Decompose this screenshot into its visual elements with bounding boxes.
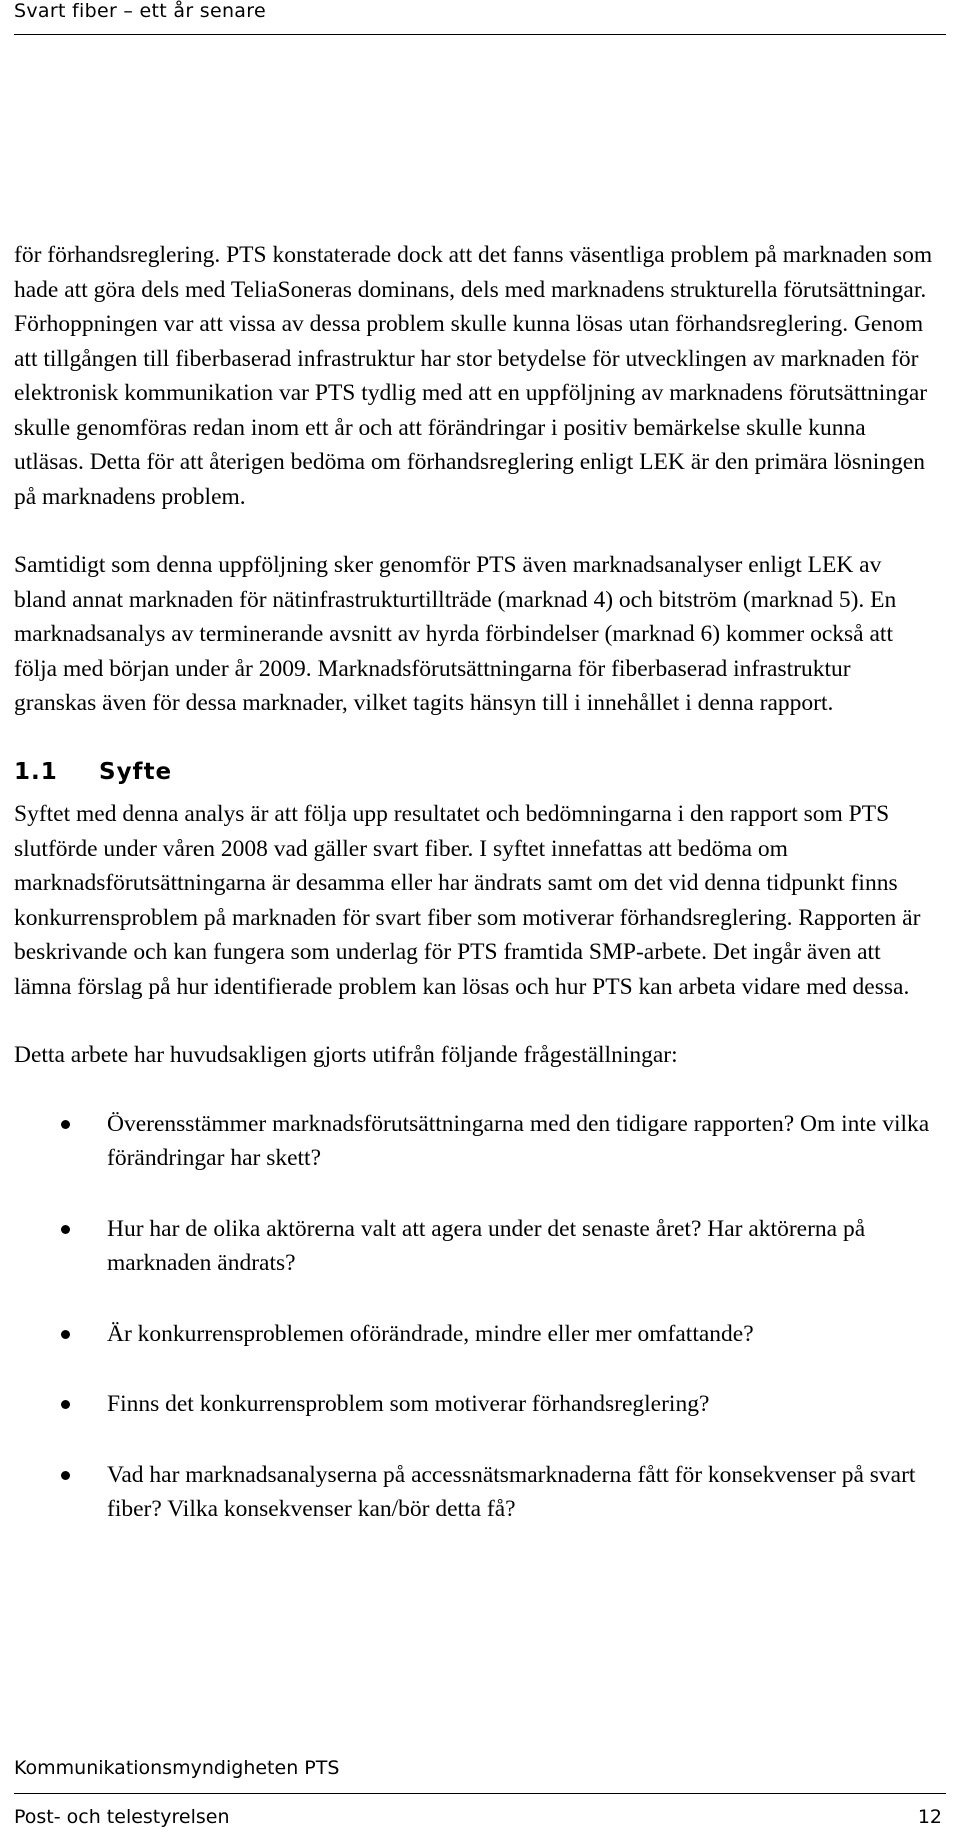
question-list (14, 1107, 934, 1527)
section-heading (14, 755, 934, 790)
body-paragraph: Samtidigt som denna uppföljning sker genomför PTS även marknadsanalyser enligt LEK av bland annat marknaden för nätinfrastrukturtillträde (marknad 4) och bitström (marknad 5). En marknadsanalys av terminerande avsnitt av hyrda förbindelser (marknad 6) kommer också att följa med början under år 2009. Marknadsförutsättningarna för fiberbaserad infrastruktur granskas även för dessa marknader, vilket tagits hänsyn till i innehållet i denna rapport. (14, 552, 897, 716)
bullet-icon (61, 1330, 70, 1339)
list-item (14, 1107, 934, 1176)
list-item (14, 1212, 934, 1281)
list-item-text: Finns det konkurrensproblem som motiverar förhandsreglering? (107, 1391, 710, 1417)
footer-divider (14, 1793, 946, 1794)
section-number: 1.1 (14, 758, 58, 785)
body-paragraph: för förhandsreglering. PTS konstaterade dock att det fanns väsentliga problem på marknaden som hade att göra dels med TeliaSoneras dominans, dels med marknadens strukturella förutsättningar. Förhoppningen var att vissa av dessa problem skulle kunna lösas utan förhandsreglering. Genom att tillgången till fiberbaserad infrastruktur har stor betydelse för utvecklingen av marknaden för elektronisk kommunikation var PTS tydlig med att en uppföljning av marknadens förutsättningar skulle genomföras redan inom ett år och att förändringar i positiv bemärkelse skulle kunna utläsas. Detta för att återigen bedöma om förhandsreglering enligt LEK är den primära lösningen på marknadens problem. (14, 242, 933, 510)
list-item (14, 1387, 934, 1422)
bullet-icon (61, 1120, 70, 1129)
page-number: 12 (917, 1806, 942, 1828)
body-paragraph: Syftet med denna analys är att följa upp resultatet och bedömningarna i den rapport som PTS slutförde under våren 2008 vad gäller svart fiber. I syftet innefattas att bedöma om marknadsförutsättningarna är desamma eller har ändrats samt om det vid denna tidpunkt finns konkurrensproblem på marknaden för svart fiber som motiverar förhandsreglering. Rapporten är beskrivande och kan fungera som underlag för PTS framtida SMP-arbete. Det ingår även att lämna förslag på hur identifierade problem kan lösas och hur PTS kan arbeta vidare med dessa. (14, 801, 921, 1000)
list-item-text: Hur har de olika aktörerna valt att agera under det senaste året? Har aktörerna på marknaden ändrats? (107, 1215, 866, 1276)
list-item (14, 1317, 934, 1352)
running-header-title: Svart fiber – ett år senare (14, 0, 266, 22)
header-divider (14, 34, 946, 35)
bullet-icon (61, 1471, 70, 1480)
list-item-text: Vad har marknadsanalyserna på accessnätsmarknaderna fått för konsekvenser på svart fiber? Vilka konsekvenser kan/bör detta få? (107, 1461, 916, 1522)
list-item-text: Är konkurrensproblemen oförändrade, mindre eller mer omfattande? (107, 1320, 754, 1347)
footer-organization: Kommunikationsmyndigheten PTS (14, 1757, 340, 1779)
document-body (14, 238, 934, 1563)
section-title: Syfte (99, 758, 173, 785)
body-paragraph: Detta arbete har huvudsakligen gjorts utifrån följande frågeställningar: (14, 1042, 678, 1068)
bullet-icon (61, 1225, 70, 1234)
bullet-icon (61, 1400, 70, 1409)
footer-publisher: Post- och telestyrelsen (14, 1806, 230, 1828)
list-item (14, 1458, 934, 1527)
list-item-text: Överensstämmer marknadsförutsättningarna med den tidigare rapporten? Om inte vilka förändringar har skett? (107, 1110, 930, 1171)
